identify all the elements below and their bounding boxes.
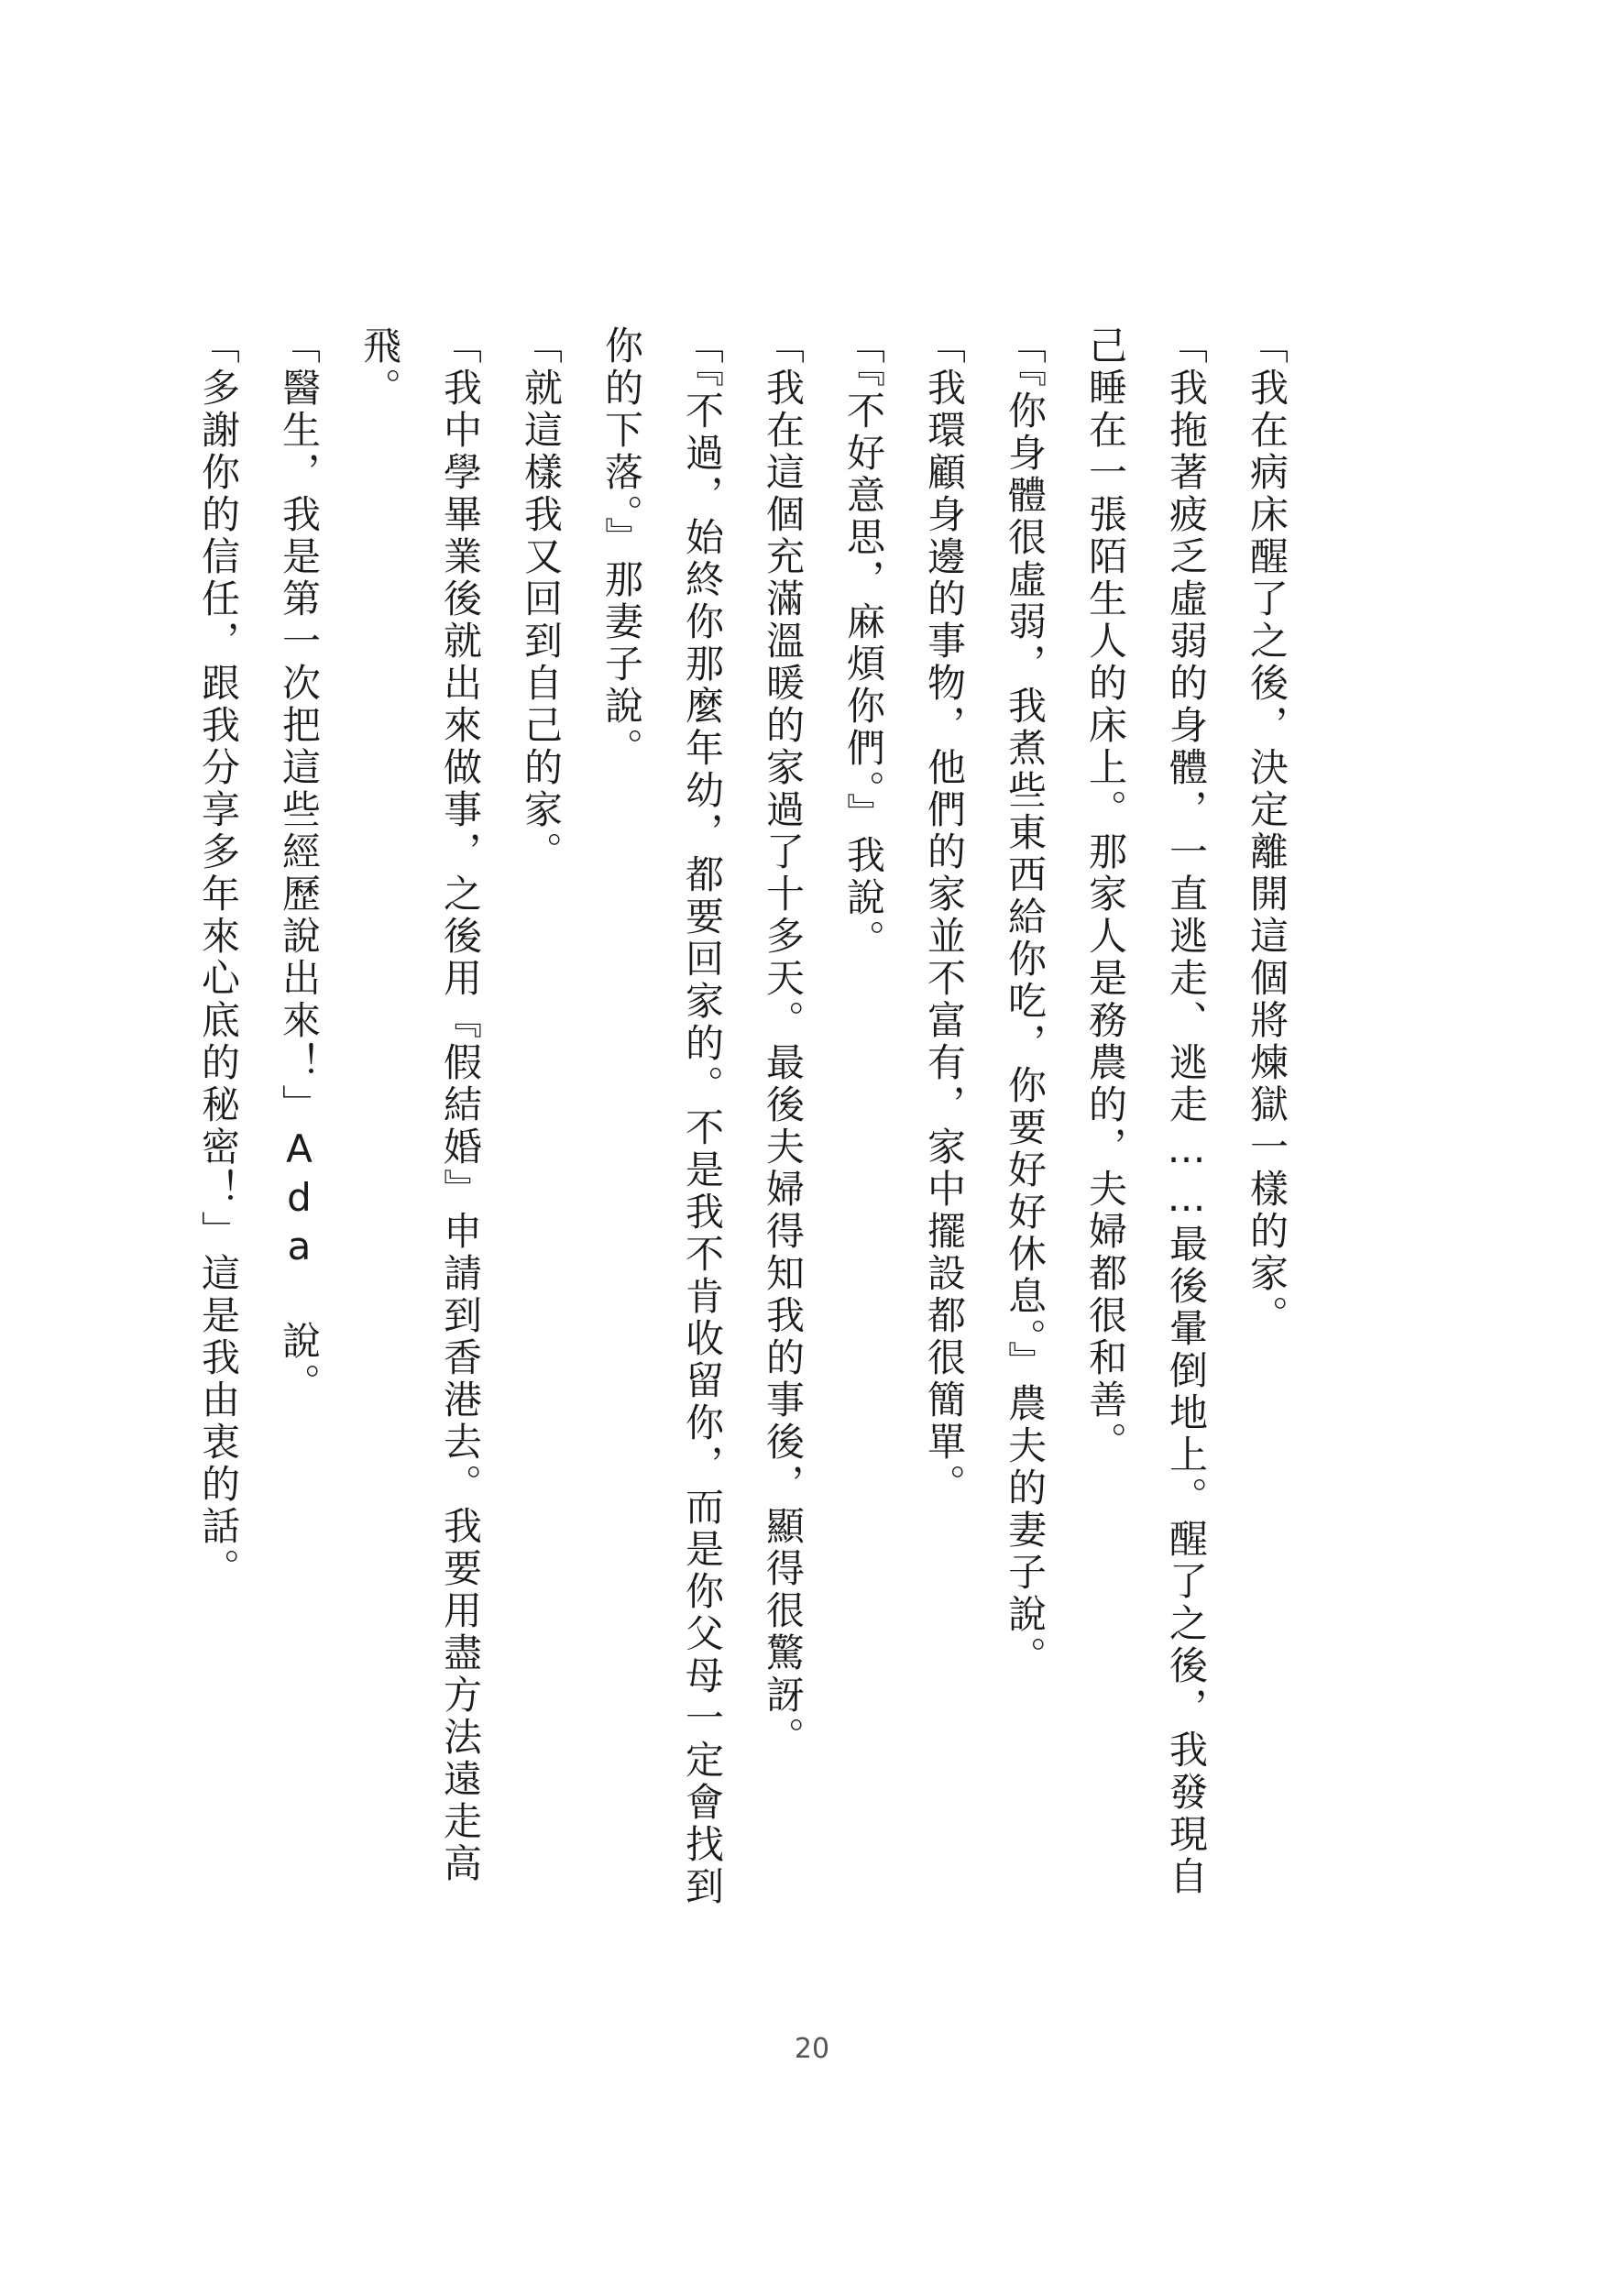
paragraph-3: 「『你身體很虛弱，我煮些東西給你吃，你要好好休息。』農夫的妻子說。 bbox=[1003, 325, 1048, 1678]
paragraph-9: 「我中學畢業後就出來做事，之後用『假結婚』申請到香港去。我要用盡方法遠走高飛。 bbox=[357, 325, 483, 1885]
paragraph-7: 「『不過，始終你那麼年幼，都要回家的。不是我不肯收留你，而是你父母一定會找到你的下落。』那妻子說。 bbox=[599, 325, 725, 1908]
page-number: 20 bbox=[794, 2033, 830, 2065]
paragraph-8: 「就這樣我又回到自己的家。 bbox=[519, 325, 564, 873]
paragraph-11: 「多謝你的信任，跟我分享多年來心底的秘密！」這是我由衷的話。 bbox=[196, 325, 241, 1590]
paragraph-2: 「我拖著疲乏虛弱的身體，一直逃走、逃走……最後暈倒地上。醒了之後，我發現自己睡在一張陌生人的床上。那家人是務農的，夫婦都很和善。 bbox=[1083, 325, 1209, 1898]
paragraph-6: 「我在這個充滿溫暖的家過了十多天。最後夫婦得知我的事後，顯得很驚訝。 bbox=[761, 325, 806, 1759]
paragraph-10: 「醫生，我是第一次把這些經歷說出來！」Ada 說。 bbox=[277, 325, 322, 1405]
vertical-text-body bbox=[178, 325, 1307, 1938]
paragraph-1: 「我在病床醒了之後，決定離開這個將煉獄一樣的家。 bbox=[1245, 325, 1289, 1337]
paragraph-4: 「我環顧身邊的事物，他們的家並不富有，家中擺設都很簡單。 bbox=[922, 325, 967, 1506]
paragraph-5: 「『不好意思，麻煩你們。』我說。 bbox=[841, 325, 886, 961]
